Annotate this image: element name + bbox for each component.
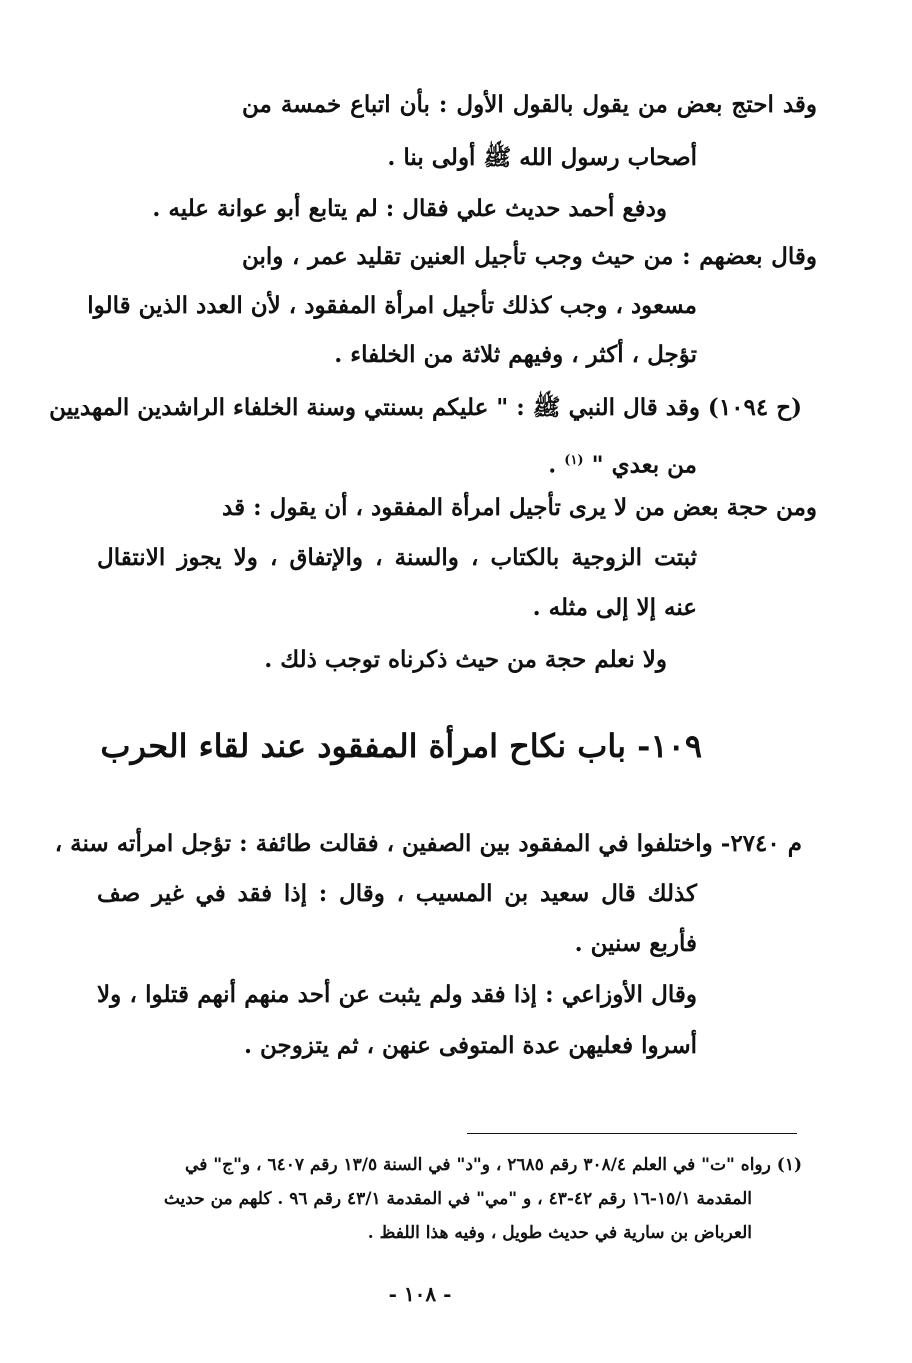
masala-line-3: فأربع سنين .: [574, 930, 697, 957]
masala-line-5: أسروا فعليهن عدة المتوفى عنهن ، ثم يتزوجن .: [244, 1032, 697, 1059]
paragraph-3-line-3: تؤجل ، أكثر ، وفيهم ثلاثة من الخلفاء .: [334, 341, 697, 368]
paragraph-3-line-2: مسعود ، وجب كذلك تأجيل امرأة المفقود ، لأن العدد الذين قالوا: [87, 292, 697, 319]
masala-line-1: م ٢٧٤٠- واختلفوا في المفقود بين الصفين ، فقالت طائفة : تؤجل امرأته سنة ،: [54, 830, 802, 857]
footnote-line-1: (١) رواه "ت" في العلم ٣٠٨/٤ رقم ٢٦٨٥ ، و"د" في السنة ١٣/٥ رقم ٦٤٠٧ ، و"ج" في: [185, 1155, 802, 1175]
footnote-line-2: المقدمة ١٥/١-١٦ رقم ٤٢-٤٣ ، و "مي" في المقدمة ٤٣/١ رقم ٩٦ . كلهم من حديث: [163, 1189, 752, 1209]
paragraph-4-line-1: ومن حجة بعض من لا يرى تأجيل امرأة المفقود ، أن يقول : قد: [222, 494, 817, 521]
paragraph-4-line-2: ثبتت الزوجية بالكتاب ، والسنة ، والإتفاق ، ولا يجوز الانتقال: [97, 544, 697, 571]
masala-line-4: وقال الأوزاعي : إذا فقد ولم يثبت عن أحد منهم أنهم قتلوا ، ولا: [97, 981, 697, 1008]
section-heading: ١٠٩- باب نكاح امرأة المفقود عند لقاء الحرب: [100, 727, 702, 765]
paragraph-1-line-1: وقد احتج بعض من يقول بالقول الأول : بأن اتباع خمسة من: [242, 91, 817, 118]
hadith-line-1: (ح ١٠٩٤) وقد قال النبي ﷺ : " عليكم بسنتي وسنة الخلفاء الراشدين المهديين: [49, 394, 802, 421]
masala-line-2: كذلك قال سعيد بن المسيب ، وقال : إذا فقد في غير صف: [97, 880, 697, 907]
paragraph-2-line-1: ودفع أحمد حديث علي فقال : لم يتابع أبو عوانة عليه .: [152, 195, 667, 222]
footnote-line-3: العرباض بن سارية في حديث طويل ، وفيه هذا اللفظ .: [367, 1223, 752, 1243]
footnote-reference: (١): [564, 453, 584, 468]
paragraph-4-line-3: عنه إلا إلى مثله .: [532, 594, 697, 621]
footnote-divider: [467, 1133, 797, 1134]
paragraph-5-line-1: ولا نعلم حجة من حيث ذكرناه توجب ذلك .: [264, 646, 667, 673]
hadith-line-2-period: .: [548, 451, 557, 479]
paragraph-1-line-2: أصحاب رسول الله ﷺ أولى بنا .: [387, 144, 697, 171]
page-number: - ١٠٨ -: [388, 1282, 452, 1306]
hadith-line-2-text: من بعدي ": [591, 451, 697, 479]
paragraph-3-line-1: وقال بعضهم : من حيث وجب تأجيل العنين تقليد عمر ، وابن: [242, 243, 817, 270]
hadith-line-2: [548, 446, 697, 481]
